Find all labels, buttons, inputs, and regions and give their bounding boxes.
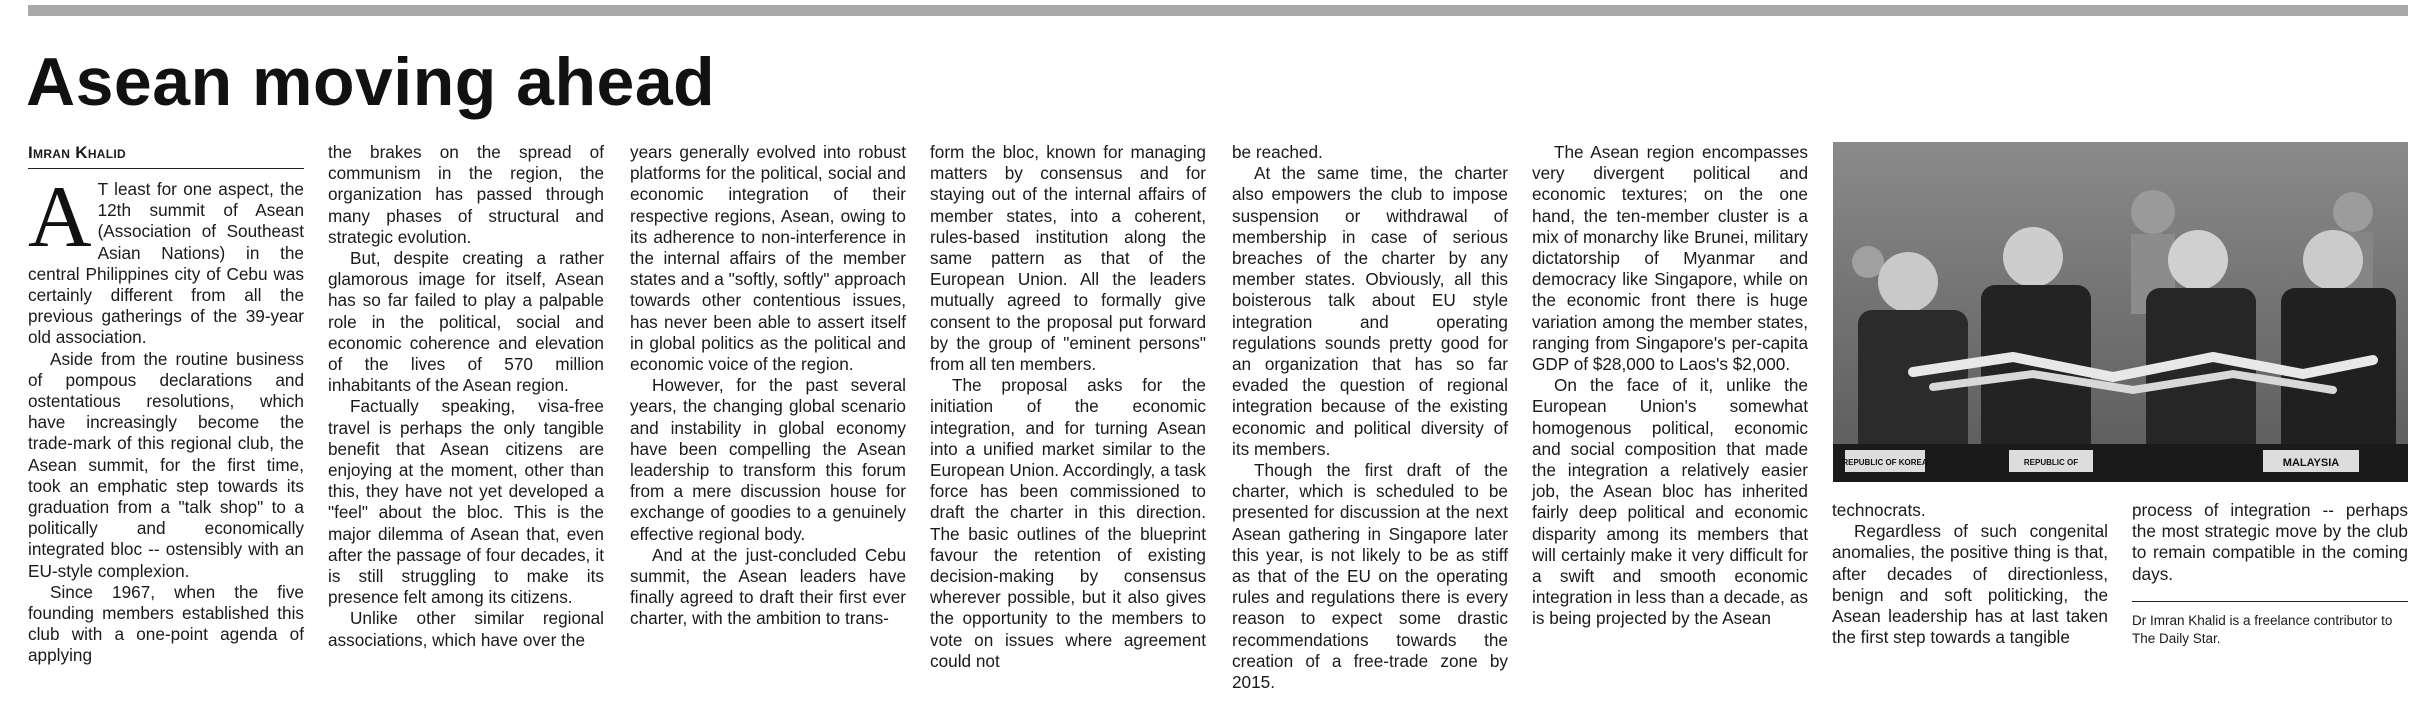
leaders-handshake-image [1833, 142, 2408, 482]
article-column-4 [930, 142, 1206, 682]
paragraph: the brakes on the spread of communism in the region, the organization has passed through many phases of structural and strategic evolution. [328, 142, 604, 247]
paragraph: be reached. [1232, 142, 1323, 162]
headline: Asean moving ahead [26, 44, 716, 120]
article-column-8 [2132, 500, 2408, 690]
paragraph: But, despite creating a rather glamorous image for itself, Asean has so far failed to play a palpable role in the political, social and economic coherence and elevation of the lives of 570 million inhabitants of the Asean region. [328, 248, 604, 396]
drop-cap: A [28, 169, 92, 266]
paragraph: Since 1967, when the five founding members established this club with a one-point agenda of applying [28, 581, 304, 666]
paragraph: years generally evolved into robust platforms for the political, social and economic integration of their respective regions, Asean, owing to its adherence to non-interference in the internal affairs of the member states and a "softly, softly" approach towards other contentious issues, has never been able to assert itself in global politics as the political and economic voice of the region. [630, 142, 906, 375]
paragraph: And at the just-concluded Cebu summit, the Asean leaders have finally agreed to draft their first ever charter, with the ambition to trans- [630, 544, 906, 629]
author-credit: Dr Imran Khalid is a freelance contributor to The Daily Star. [2132, 612, 2393, 646]
credit-rule [2132, 601, 2408, 648]
article-column-7 [1832, 500, 2108, 690]
paragraph: At the same time, the charter also empowers the club to impose suspension or withdrawal of membership in case of serious breaches of the charter by any member states. Obviously, all this boisterous talk about EU style integration and operating regulations sounds pretty good for an organization that has so far evaded the question of regional integration because of the existing economic and political diversity of its members. [1232, 163, 1508, 459]
paragraph: Though the first draft of the charter, which is scheduled to be presented for discussion at the next Asean gathering in Singapore later this year, is not likely to be as stiff as that of the EU on the operating rules and regulations there is every reason to expect some drastic recommendations towards the creation of a free-trade zone by 2015. [1232, 460, 1508, 693]
nameplate-korea: REPUBLIC OF KOREA [1842, 458, 1928, 467]
nameplate-republic: REPUBLIC OF [2023, 458, 2079, 467]
byline: Imran Khalid [28, 142, 304, 169]
top-rule [28, 5, 2408, 16]
paragraph: technocrats. [1832, 500, 1926, 520]
article-column-5 [1232, 142, 1508, 693]
news-photo [1833, 142, 2408, 482]
paragraph: Regardless of such congenital anomalies, the positive thing is that, after decades of directionless, benign and soft politicking, the Asean leadership has at last taken the first step towards a tangible [1832, 521, 2108, 648]
paragraph: Unlike other similar regional associations, which have over the [328, 608, 604, 650]
paragraph: On the face of it, unlike the European Union's somewhat homogenous political, economic and social composition that made the integration a relatively easier job, the Asean bloc has inherited fairly deep political and economic disparity among its members that will certainly make it very difficult for a swift and smooth economic integration in less than a decade, as is being projected by the Asean [1532, 375, 1808, 629]
nameplate-malaysia: MALAYSIA [2282, 457, 2340, 469]
paragraph: T least for one aspect, the 12th summit of Asean (Association of Southeast Asian Nations) in the central Philippines city of Cebu was certainly different from all the previous gatherings of the 39-year old association. [28, 179, 304, 348]
paragraph: Factually speaking, visa-free travel is perhaps the only tangible benefit that Asean citizens are enjoying at the moment, other than this, they have not yet developed a "feel" about the bloc. This is the major dilemma of Asean that, even after the passage of four decades, it is still struggling to make its presence felt among its citizens. [328, 396, 604, 608]
article-column-1 [28, 142, 304, 682]
paragraph: The Asean region encompasses very divergent political and economic textures; on the one hand, the ten-member cluster is a mix of monarchy like Brunei, military dictatorship of Myanmar and democracy like Singapore, while on the economic front there is huge variation among the member states, ranging from Singapore's per-capita GDP of $28,000 to Laos's $2,000. [1532, 142, 1808, 375]
article-column-2 [328, 142, 604, 682]
article-column-6 [1532, 142, 1808, 682]
article-column-3 [630, 142, 906, 682]
paragraph: form the bloc, known for managing matters by consensus and for staying out of the internal affairs of member states, into a coherent, rules-based institution along the same pattern as that of the European Union. All the leaders mutually agreed to formally give consent to the proposal put forward by the group of "eminent persons" from all ten members. [930, 142, 1206, 375]
paragraph: However, for the past several years, the changing global scenario and instability in global economy have been compelling the Asean leadership to transform this forum from a mere discussion house for exchange of goodies to a genuinely effective regional body. [630, 375, 906, 544]
paragraph: Aside from the routine business of pompous declarations and ostentatious resolutions, which have increasingly become the trade-mark of this regional club, the Asean summit, for the first time, took an emphatic step towards its graduation from a "talk shop" to a politically and economically integrated bloc -- ostensibly with an EU-style complexion. [28, 348, 304, 581]
paragraph: The proposal asks for the initiation of the economic integration, and for turning Asean into a unified market similar to the European Union. Accordingly, a task force has been commissioned to draft the charter in this direction. The basic outlines of the blueprint favour the retention of existing decision-making by consensus wherever possible, but it also gives the opportunity to the members to vote on issues where agreement could not [930, 375, 1206, 671]
paragraph: process of integration -- perhaps the most strategic move by the club to remain compatible in the coming days. [2132, 500, 2408, 584]
